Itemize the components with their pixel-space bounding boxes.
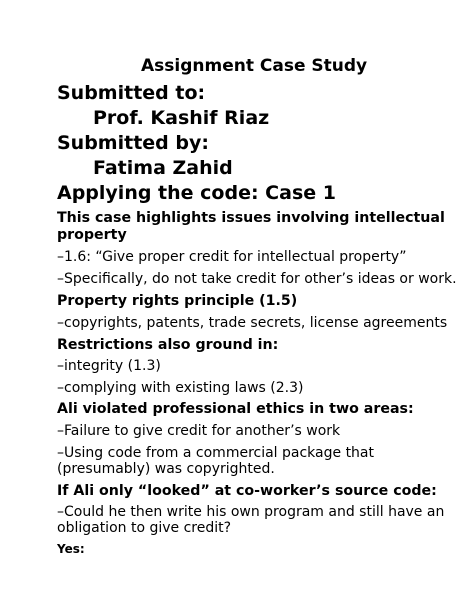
submitted-by-label: Submitted by: <box>57 132 209 154</box>
section-heading: Applying the code: Case 1 <box>57 182 336 204</box>
paragraph-laws: –complying with existing laws (2.3) <box>57 380 304 396</box>
paragraph-credit: –1.6: “Give proper credit for intellectual property” <box>57 249 407 265</box>
submitted-to-label: Submitted to: <box>57 82 206 104</box>
paragraph-could-he: –Could he then write his own program and still have an <box>57 504 445 520</box>
heading-if-ali-looked: If Ali only “looked” at co-worker’s source code: <box>57 483 437 499</box>
document-title: Assignment Case Study <box>141 56 368 76</box>
yes-label: Yes: <box>57 542 85 556</box>
heading-ali-violated: Ali violated professional ethics in two areas: <box>57 401 414 417</box>
paragraph-integrity: –integrity (1.3) <box>57 358 161 374</box>
heading-intellectual-property: This case highlights issues involving intellectual <box>57 210 445 226</box>
heading-restrictions: Restrictions also ground in: <box>57 337 279 353</box>
heading-property-rights: Property rights principle (1.5) <box>57 293 298 309</box>
paragraph-using-code-cont: (presumably) was copyrighted. <box>57 461 275 477</box>
submitted-by-name: Fatima Zahid <box>93 157 233 179</box>
paragraph-copyrights: –copyrights, patents, trade secrets, license agreements <box>57 315 448 331</box>
submitted-to-name: Prof. Kashif Riaz <box>93 107 270 129</box>
paragraph-using-code: –Using code from a commercial package that <box>57 445 375 461</box>
paragraph-specifically: –Specifically, do not take credit for other’s ideas or work. <box>57 271 457 287</box>
heading-intellectual-property-cont: property <box>57 227 127 243</box>
paragraph-could-he-cont: obligation to give credit? <box>57 520 232 536</box>
paragraph-failure: –Failure to give credit for another’s work <box>57 423 341 439</box>
